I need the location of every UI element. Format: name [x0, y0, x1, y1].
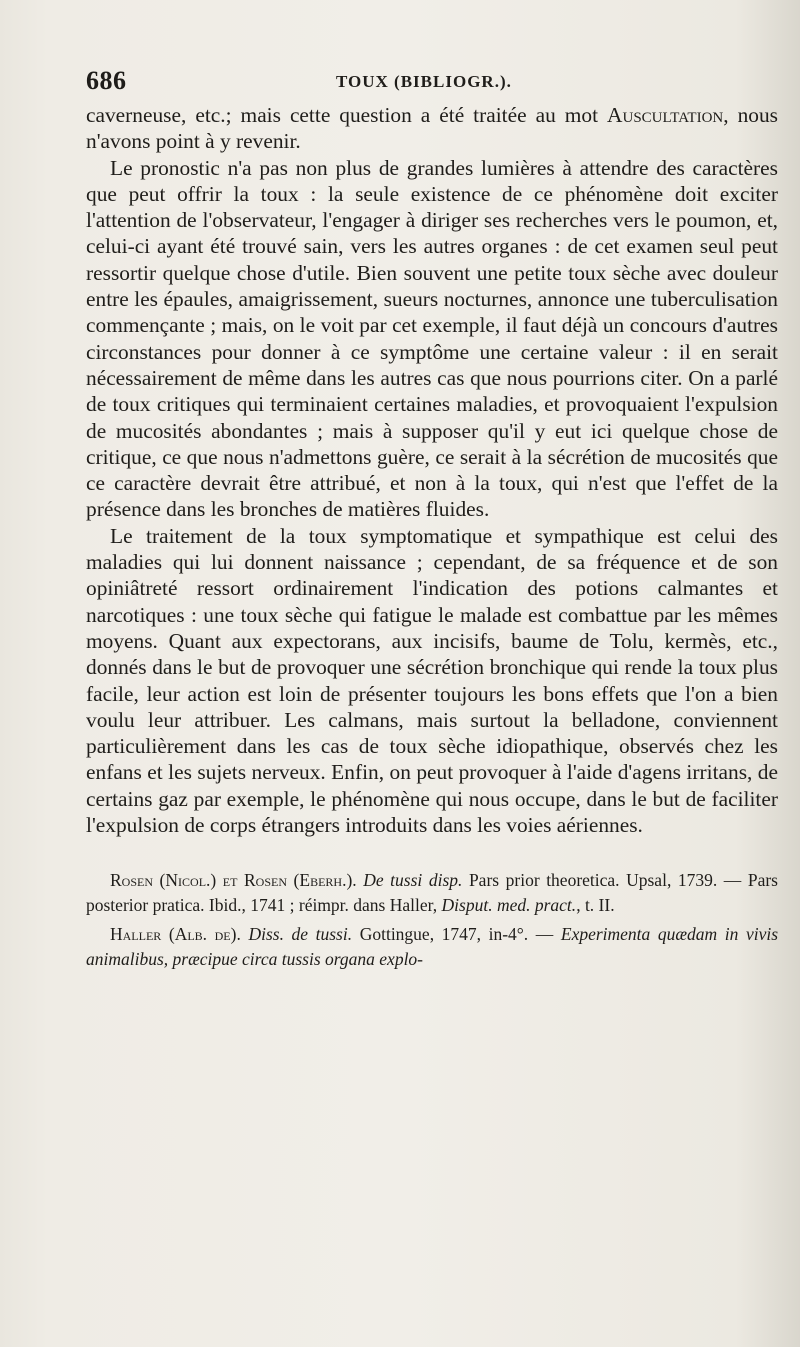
bibliography-details: Gottingue, 1747, in-4°. — — [359, 924, 554, 945]
paragraph-text: , nous n'avons point à y revenir. — [86, 103, 778, 154]
paragraph-text: caverneuse, etc.; mais cette question a été traitée au mot — [86, 103, 608, 127]
bibliography-volume: , t. II. — [576, 895, 615, 916]
bibliography-entry-rosen — [86, 868, 778, 918]
bibliography-author: Haller (Alb. de). — [110, 924, 241, 945]
bibliography — [86, 868, 778, 972]
bibliography-title: De tussi disp. — [363, 870, 463, 891]
paragraph-traitement: Le traitement de la toux symptomatique et sympathique est celui des maladies qui lui donnent naissance ; cependant, de sa fréquence et de son opiniâtreté ressort ordinairement l'indication des potions calmantes et narcotiques : une toux sèche qui fatigue le malade est combattue par les mêmes moyens. Quant aux expectorans, aux incisifs, baume de Tolu, kermès, etc., donnés dans le but de provoquer une sécrétion bronchique qui rende la toux plus facile, leur action est loin de présenter toujours les bons effets que l'on a bien voulu leur attribuer. Les calmans, mais surtout la belladone, conviennent particulièrement dans les cas de toux sèche idiopathique, observés chez les enfans et les sujets nerveux. Enfin, on peut provoquer à l'aide d'agens irritans, de certains gaz par exemple, le phénomène qui nous occupe, dans le but de faciliter l'expulsion de corps étrangers introduits dans les voies aériennes. — [86, 523, 778, 838]
bibliography-title-2: Experimenta quædam in vivis animalibus, præcipue circa tussis organa explo- — [86, 924, 779, 970]
body-text — [86, 102, 778, 838]
running-title: TOUX (BIBLIOGR.). — [336, 72, 512, 91]
paragraph-continuation — [86, 102, 778, 155]
bibliography-details: Pars prior theoretica. Upsal, 1739. — Pars posterior pratica. Ibid., 1741 ; réimpr. dans Haller, — [86, 870, 778, 916]
page-number: 686 — [86, 66, 127, 95]
cross-reference: Auscultation — [607, 103, 724, 127]
bibliography-series: Disput. med. pract. — [441, 895, 577, 916]
running-head — [86, 66, 778, 98]
paragraph-pronostic: Le pronostic n'a pas non plus de grandes lumières à attendre des caractères que peut offrir la toux : la seule existence de ce phénomène doit exciter l'attention de l'observateur, l'engager à diriger ses recherches vers le poumon, et, celui-ci ayant été trouvé sain, vers les autres organes : de cet examen seul peut ressortir quelque chose d'utile. Bien souvent une petite toux sèche avec douleur entre les épaules, amaigrissement, sueurs nocturnes, annonce une tuberculisation commençante ; mais, on le voit par cet exemple, il faut déjà un concours d'autres circonstances pour donner à ce symptôme une certaine valeur : il en serait nécessairement de même dans les autres cas que nous pourrions citer. On a parlé de toux critiques qui terminaient certaines maladies, et provoquaient l'expulsion de mucosités abondantes ; mais à supposer qu'il y eut ici quelque chose de critique, ce que nous n'admettons guère, ce serait à la sécrétion de mucosités que ce caractère devrait être attribué, et non à la toux, qui n'est que l'effet de la présence dans les bronches de matières fluides. — [86, 155, 778, 522]
bibliography-entry-haller — [86, 922, 778, 972]
bibliography-title: Diss. de tussi. — [248, 924, 353, 945]
bibliography-author: Rosen (Nicol.) et Rosen (Eberh.). — [110, 870, 357, 891]
